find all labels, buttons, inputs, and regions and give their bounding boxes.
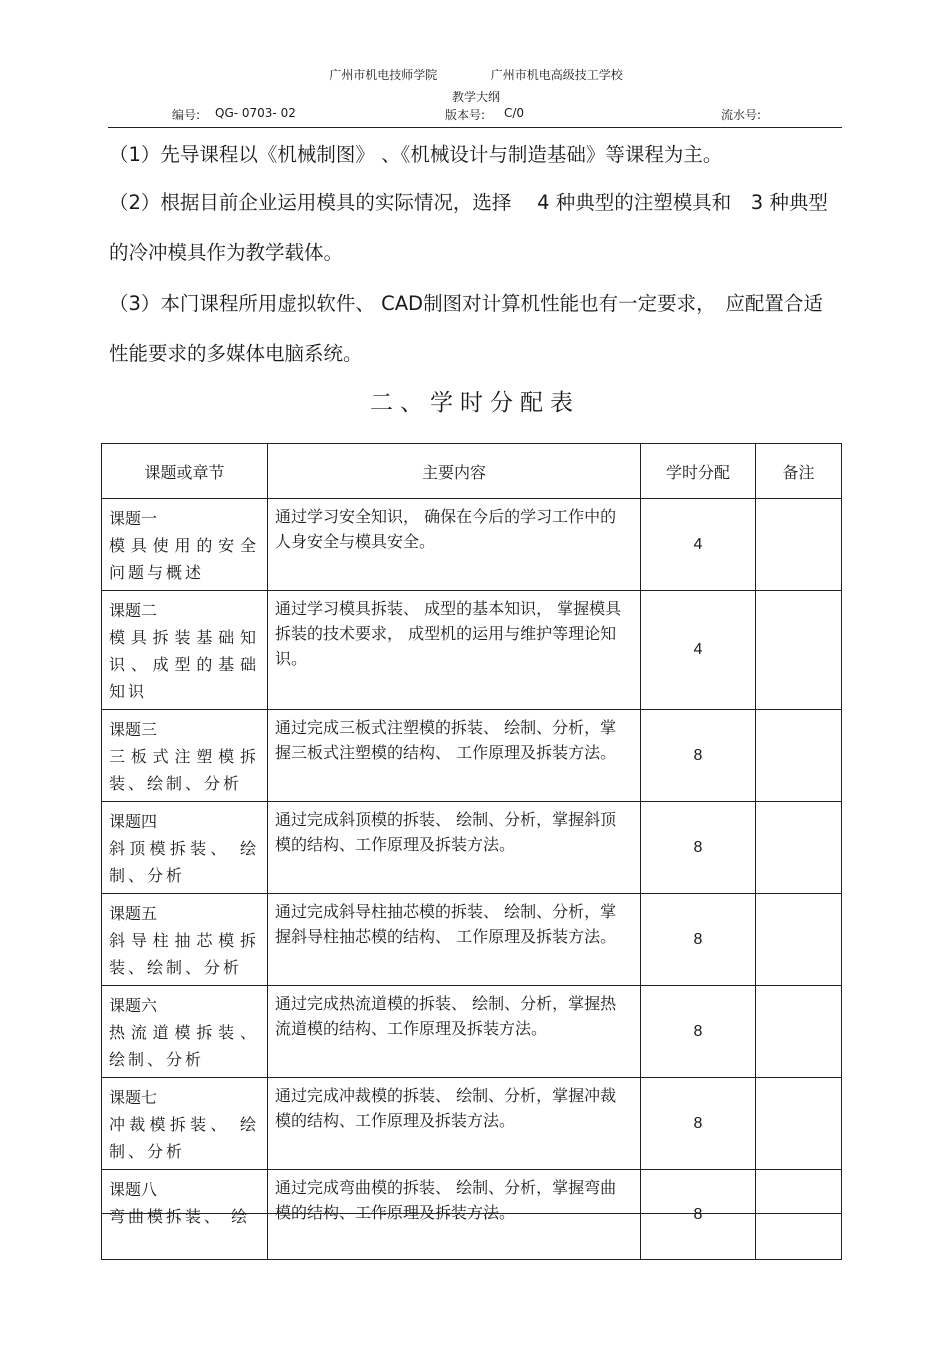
table-row <box>102 710 842 802</box>
table-row <box>102 1170 842 1260</box>
content-cell: 通过完成斜顶模的拆装、 绘制、分析，掌握斜顶模的结构、工作原理及拆装方法。 <box>268 802 641 894</box>
topic-name: 斜导柱抽芯模拆装、绘制、分析 <box>109 931 259 977</box>
topic-name: 三板式注塑模拆装、绘制、分析 <box>109 747 259 793</box>
table-row <box>102 1078 842 1170</box>
topic-cell <box>102 1170 268 1260</box>
content-cell: 通过完成弯曲模的拆装、 绘制、分析，掌握弯曲模的结构、工作原理及拆装方法。 <box>268 1170 641 1260</box>
topic-cell <box>102 802 268 894</box>
version-label: 版本号: <box>445 108 486 122</box>
header-org2: 广州市机电高级技工学校 <box>490 68 623 82</box>
topic-name: 冲裁模拆装、 绘制、分析 <box>109 1115 259 1161</box>
table-header-row <box>102 444 842 499</box>
table-row <box>102 591 842 710</box>
hours-cell: 8 <box>641 802 756 894</box>
hours-cell: 8 <box>641 894 756 986</box>
content-cell: 通过完成冲裁模的拆装、 绘制、分析，掌握冲裁模的结构、工作原理及拆装方法。 <box>268 1078 641 1170</box>
topic-name: 模具使用的安全问题与概述 <box>109 536 259 582</box>
header-hours: 学时分配 <box>641 444 756 499</box>
topic-cell <box>102 591 268 710</box>
hours-table-container <box>101 443 842 1226</box>
hours-cell: 8 <box>641 710 756 802</box>
topic-cell <box>102 1078 268 1170</box>
note-cell <box>756 986 842 1078</box>
table-bottom-edge <box>101 1213 842 1214</box>
note-cell <box>756 802 842 894</box>
header-note: 备注 <box>756 444 842 499</box>
header-doc-type: 教学大纲 <box>451 90 500 104</box>
topic-name: 弯曲模拆装、 绘 <box>109 1207 251 1226</box>
note-cell <box>756 591 842 710</box>
topic-name: 斜顶模拆装、 绘制、分析 <box>109 839 259 885</box>
topic-number: 课题二 <box>109 601 158 620</box>
content-cell: 通过完成斜导柱抽芯模的拆装、 绘制、分析，掌握斜导柱抽芯模的结构、 工作原理及拆装方法。 <box>268 894 641 986</box>
serial-label: 流水号: <box>721 108 762 122</box>
topic-number: 课题七 <box>109 1088 158 1107</box>
note-cell <box>756 710 842 802</box>
content-cell: 通过完成热流道模的拆装、 绘制、分析，掌握热流道模的结构、工作原理及拆装方法。 <box>268 986 641 1078</box>
table-row <box>102 499 842 591</box>
header-topic: 课题或章节 <box>102 444 268 499</box>
topic-number: 课题八 <box>109 1180 158 1199</box>
header-meta <box>110 106 842 122</box>
hours-cell: 8 <box>641 1170 756 1260</box>
table-row <box>102 802 842 894</box>
code-label: 编号: <box>172 108 201 122</box>
topic-cell <box>102 986 268 1078</box>
hours-table <box>101 443 842 1260</box>
topic-name: 模具拆装基础知识、成型的基础知识 <box>109 628 259 701</box>
section-title: 二、学时分配表 <box>370 390 580 416</box>
hours-cell: 8 <box>641 1078 756 1170</box>
hours-cell: 4 <box>641 591 756 710</box>
code-value: QG- 0703- 02 <box>215 106 296 120</box>
note-cell <box>756 499 842 591</box>
topic-number: 课题三 <box>109 720 158 739</box>
topic-number: 课题六 <box>109 996 158 1015</box>
topic-number: 课题一 <box>109 509 158 528</box>
topic-cell <box>102 894 268 986</box>
header-content: 主要内容 <box>268 444 641 499</box>
paragraph-3: （3）本门课程所用虚拟软件、 CAD制图对计算机性能也有一定要求， 应配置合适性能要求的多媒体电脑系统。 <box>109 292 823 365</box>
content-cell: 通过完成三板式注塑模的拆装、 绘制、分析，掌握三板式注塑模的结构、 工作原理及拆装方法。 <box>268 710 641 802</box>
paragraph-1: （1）先导课程以《机械制图》 、《机械设计与制造基础》等课程为主。 <box>109 143 723 166</box>
hours-cell: 8 <box>641 986 756 1078</box>
content-cell: 通过学习模具拆装、 成型的基本知识， 掌握模具拆装的技术要求， 成型机的运用与维护等理论知识。 <box>268 591 641 710</box>
hours-cell: 4 <box>641 499 756 591</box>
table-row <box>102 894 842 986</box>
topic-number: 课题五 <box>109 904 158 923</box>
header-divider <box>108 127 842 128</box>
version-value: C/0 <box>504 106 525 120</box>
topic-name: 热流道模拆装、 绘制、分析 <box>109 1023 259 1069</box>
header-org1: 广州市机电技师学院 <box>329 68 438 82</box>
topic-cell <box>102 710 268 802</box>
header-organizations <box>110 66 842 83</box>
topic-number: 课题四 <box>109 812 158 831</box>
content-cell: 通过学习安全知识， 确保在今后的学习工作中的人身安全与模具安全。 <box>268 499 641 591</box>
topic-cell <box>102 499 268 591</box>
note-cell <box>756 894 842 986</box>
table-row <box>102 986 842 1078</box>
paragraph-2: （2）根据目前企业运用模具的实际情况，选择 4 种典型的注塑模具和 3 种典型的冷冲模具作为教学载体。 <box>109 191 828 264</box>
note-cell <box>756 1078 842 1170</box>
note-cell <box>756 1170 842 1260</box>
